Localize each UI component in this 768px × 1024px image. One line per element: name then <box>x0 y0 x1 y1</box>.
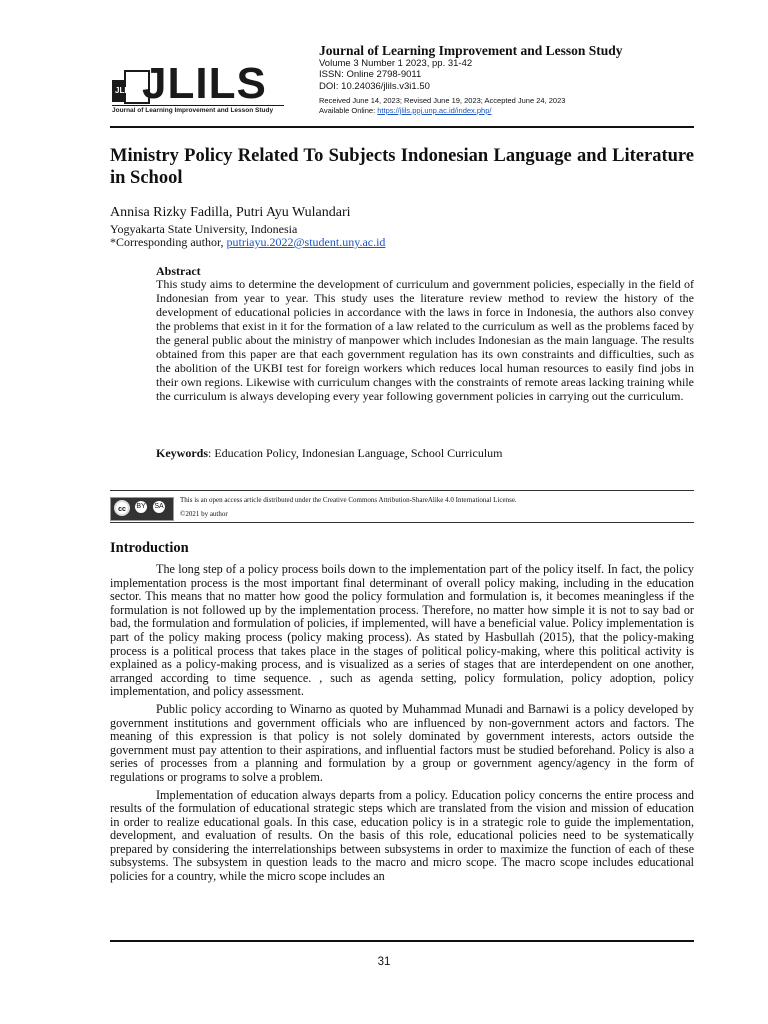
corresponding-email-link[interactable]: putriayu.2022@student.uny.ac.id <box>226 235 386 249</box>
license-top-divider <box>110 490 694 491</box>
keywords <box>156 446 503 461</box>
journal-logo <box>112 59 284 116</box>
logo-mark-text: JLILS <box>115 86 137 95</box>
article-title: Ministry Policy Related To Subjects Indonesian Language and Literature in School <box>110 146 694 188</box>
copyright-text: ©2021 by author <box>180 510 228 518</box>
issn-info: ISSN: Online 2798-9011 <box>319 69 422 80</box>
page-number: 31 <box>377 956 391 968</box>
cc-icon: cc <box>114 500 130 516</box>
introduction-body <box>110 563 694 888</box>
keywords-label: Keywords <box>156 446 208 460</box>
abstract-heading: Abstract <box>156 264 201 278</box>
by-icon: BY <box>135 501 147 513</box>
sa-icon: SA <box>153 501 165 513</box>
journal-url-link[interactable]: https://jlils.ppj.unp.ac.id/index.php/ <box>377 106 492 115</box>
keywords-text: : Education Policy, Indonesian Language, School Curriculum <box>208 446 503 460</box>
author-affiliation: Yogyakarta State University, Indonesia <box>110 222 298 236</box>
intro-paragraph-3: Implementation of education always departs from a policy. Education policy concerns the entire process and results of the formulation of educational strategic steps which are translated from the vision and mission of education in order to realize educational goals. In this case, education policy is in a strategic role to guide the implementation, development, and evaluation of results. On the basis of this role, educational policies need to be systematically prepared by considering the interrelationships between subsystems in order to maximize the function of each of these subsystems. The subsystem in question leads to the macro and micro scope. The macro scope includes educational policies for a country, while the micro scope includes an <box>110 787 694 884</box>
logo-text: JLILS <box>142 59 267 108</box>
license-bottom-divider <box>110 522 694 523</box>
logo-mark-icon <box>112 70 146 104</box>
corresponding-label: *Corresponding author, <box>110 235 227 249</box>
journal-title: Journal of Learning Improvement and Lesson Study <box>319 43 623 58</box>
header-divider <box>110 126 694 128</box>
volume-info: Volume 3 Number 1 2023, pp. 31-42 <box>319 58 473 69</box>
footer-divider <box>110 940 694 942</box>
article-authors: Annisa Rizky Fadilla, Putri Ayu Wulandari <box>110 205 351 220</box>
license-text: This is an open access article distributed under the Creative Commons Attribution-ShareAlike 4.0 International License. <box>180 496 517 504</box>
corresponding-author <box>110 236 385 249</box>
intro-paragraph-1: The long step of a policy process boils down to the implementation part of the policy itself. In fact, the policy implementation process is the most important final determinant of overall policy making, including in the education sector. This means that no matter how good the policy formulation and formulation is, it becomes meaningless if the formulation is not followed up by the implementation process. Therefore, no matter how simple it is not to say bad or bad, the formulation and formulation of policies, if implemented, will have a beneficial value. Policy implementation is part of the policy making process (policy making process). As stated by Hasbullah (2015), that the policy-making process is a political process that takes place in the stages of political policy-making, where this political activity is explained as a policy-making process, and is visualized as a series of stages that are interdependent on one another, arranged according to time sequence. , such as agenda setting, policy formulation, policy adoption, policy implementation, and policy assessment. <box>110 562 694 699</box>
abstract-text: This study aims to determine the development of curriculum and government policies, especially in the field of Indonesian from year to year. This study uses the literature review method to review the history of the development of educational policies in accordance with the laws in force in Indonesia, the authors also convey the problems that exist in it for the formation of a law related to the curriculum as well as the problems faced by the general public about the ministry of manpower which includes Indonesian as the main language. The results obtained from this paper are that each government regulation has its own constraints and difficulties, such as the abolition of the UKBI test for foreign workers which reduces local human resources to easily find jobs in their own regions. Likewise with curriculum changes with the constraints of remote areas lacking training while the curriculum is always developing every year following government policies in carrying out the curriculum. <box>156 277 694 403</box>
received-dates: Received June 14, 2023; Revised June 19, 2023; Accepted June 24, 2023 <box>319 96 566 105</box>
doi-info: DOI: 10.24036/jlils.v3i1.50 <box>319 81 430 92</box>
intro-paragraph-2: Public policy according to Winarno as quoted by Muhammad Munadi and Barnawi is a policy developed by government institutions and government officials who are influenced by non-government actors and factors. The meaning of this expression is that policy is not solely dominated by government interests, actors outside the government must pay attention to their aspirations, and influential factors must be studied beforehand. Policy is also a series of processes from a planning and formulation by a group or government agency/agency in the form of regulations or programs to solve a problem. <box>110 701 694 784</box>
available-label: Available Online: <box>319 106 378 115</box>
cc-license-badge-icon[interactable] <box>110 497 174 521</box>
introduction-heading: Introduction <box>110 540 189 556</box>
logo-subtitle: Journal of Learning Improvement and Lesson Study <box>112 105 284 114</box>
available-online <box>319 105 491 116</box>
